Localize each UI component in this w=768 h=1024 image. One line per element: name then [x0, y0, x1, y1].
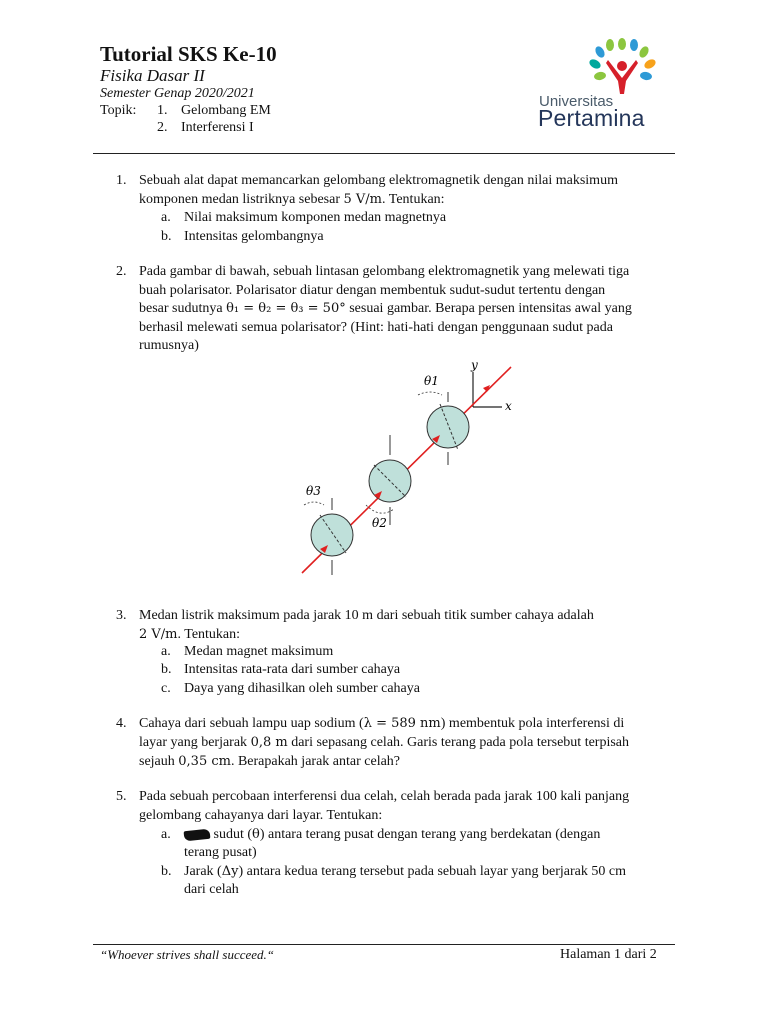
topic-2-text: Interferensi I [181, 120, 254, 135]
question-3-value: 2 V/m [139, 627, 178, 642]
question-3-sub-c: Daya yang dihasilkan oleh sumber cahaya [184, 681, 420, 696]
polarizer-1 [427, 392, 469, 465]
polarizer-3 [311, 498, 353, 575]
question-3-line-2: 2 V/m. Tentukan: [139, 627, 241, 642]
y-axis-label: y [471, 358, 478, 372]
question-5-sub-a-line-1: sudut (θ) antara terang pusat dengan terang yang berdekatan (dengan [184, 825, 600, 844]
question-1-line-1: Sebuah alat dapat memancarkan gelombang elektromagnetik dengan nilai maksimum [139, 173, 618, 188]
polarizer-2 [369, 435, 411, 525]
question-5-sub-a-line-2: terang pusat) [184, 845, 257, 860]
theta-1-label: θ1 [424, 374, 439, 388]
question-1-line-2: komponen medan listriknya sebesar 5 V/m. Tentukan: [139, 192, 445, 207]
x-axis-label: x [505, 399, 512, 413]
question-1-sub-b: Intensitas gelombangnya [184, 229, 324, 244]
redaction-mark [184, 828, 211, 841]
question-4-number: 4. [116, 716, 127, 731]
question-2-line-1: Pada gambar di bawah, sebuah lintasan gelombang elektromagnetik yang melewati tiga [139, 264, 630, 279]
question-5-sub-b-line-2: dari celah [184, 882, 239, 897]
question-3-sub-b-letter: b. [161, 662, 172, 677]
topic-1-number: 1. [157, 103, 168, 118]
question-2-line-4: berhasil melewati semua polarisator? (Hint: hati-hati dengan penggunaan sudut pada [139, 320, 613, 335]
logo-figure-icon [606, 60, 638, 94]
question-5-sub-a-letter: a. [161, 827, 171, 842]
question-2-line-3: besar sudutnya θ₁ = θ₂ = θ₃ = 50° sesuai gambar. Berapa persen intensitas awal yang [139, 301, 632, 316]
question-1-number: 1. [116, 173, 127, 188]
logo-text-universitas: Universitas [539, 93, 614, 110]
question-3-line-1: Medan listrik maksimum pada jarak 10 m dari sebuah titik sumber cahaya adalah [139, 608, 594, 623]
question-2-number: 2. [116, 264, 127, 279]
question-3-sub-a-letter: a. [161, 644, 171, 659]
course-name: Fisika Dasar II [100, 66, 205, 85]
question-2-line-5: rumusnya) [139, 338, 199, 353]
question-4-line-3: sejauh 0,35 cm. Berapakah jarak antar celah? [139, 754, 401, 769]
question-4-wavelength: λ = 589 nm [363, 716, 441, 731]
header-divider [93, 153, 675, 154]
topic-label: Topik: [100, 103, 137, 118]
question-3-sub-c-letter: c. [161, 681, 171, 696]
question-1-sub-b-letter: b. [161, 229, 172, 244]
topic-1-text: Gelombang EM [181, 103, 271, 118]
question-1-sub-a-letter: a. [161, 210, 171, 225]
question-4-line-2: layar yang berjarak 0,8 m dari sepasang celah. Garis terang pada pola tersebut terpisah [139, 735, 630, 750]
question-5-sub-b-line-1: Jarak (Δy) antara kedua terang tersebut pada sebuah layar yang berjarak 50 cm [184, 864, 626, 879]
question-3-sub-a: Medan magnet maksimum [184, 644, 334, 659]
question-2-line-2: buah polarisator. Polarisator diatur dengan membentuk sudut-sudut tertentu dengan [139, 283, 606, 298]
footer-quote: “Whoever strives shall succeed.“ [100, 947, 275, 962]
question-5-number: 5. [116, 789, 127, 804]
question-1-sub-a: Nilai maksimum komponen medan magnetnya [184, 210, 447, 225]
question-5-sub-b-letter: b. [161, 864, 172, 879]
theta-2-label: θ2 [372, 516, 387, 530]
angle-arcs [304, 392, 442, 513]
question-2-angles: θ₁ = θ₂ = θ₃ = 50° [226, 301, 346, 316]
polarizer-figure [290, 355, 530, 585]
question-1-value: 5 V/m [343, 192, 383, 207]
semester-label: Semester Genap 2020/2021 [100, 86, 255, 101]
logo-text-pertamina: Pertamina [538, 105, 645, 131]
question-5-line-1: Pada sebuah percobaan interferensi dua celah, celah berada pada jarak 100 kali panjang [139, 789, 630, 804]
question-4-separation: 0,35 cm [178, 754, 231, 769]
question-5-line-2: gelombang cahayanya dari layar. Tentukan: [139, 808, 383, 823]
theta-3-label: θ3 [306, 484, 321, 498]
page-title: Tutorial SKS Ke-10 [100, 42, 277, 66]
question-4-line-1: Cahaya dari sebuah lampu uap sodium (λ = 589 nm) membentuk pola interferensi di [139, 716, 625, 731]
page-number: Halaman 1 dari 2 [560, 947, 657, 962]
question-3-sub-b: Intensitas rata-rata dari sumber cahaya [184, 662, 401, 677]
logo-leaves-icon [588, 38, 657, 81]
footer-divider [93, 944, 675, 945]
topic-2-number: 2. [157, 120, 168, 135]
question-4-distance: 0,8 m [250, 735, 288, 750]
question-3-number: 3. [116, 608, 127, 623]
